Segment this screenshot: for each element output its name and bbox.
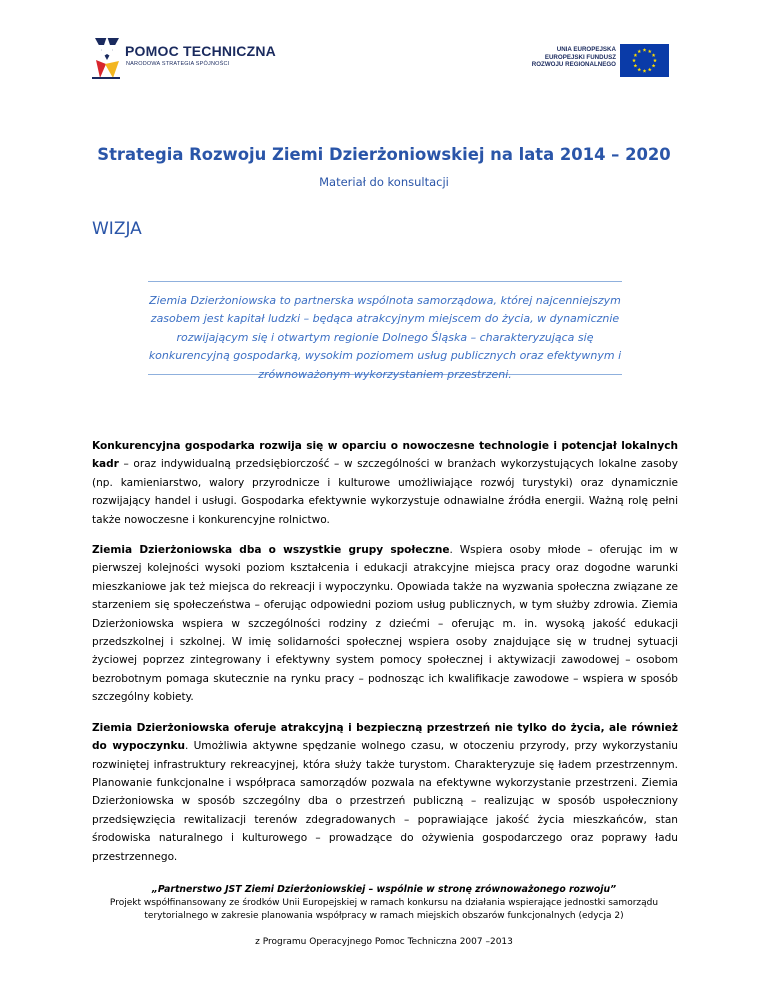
footer — [0, 884, 768, 949]
eu-star-icon — [648, 49, 652, 53]
eu-star-icon — [643, 48, 647, 52]
footer-tagline: „Partnerstwo JST Ziemi Dzierżoniowskiej – wspólnie w stronę zrównoważonego rozwoju” — [151, 884, 617, 895]
eu-star-icon — [634, 53, 638, 57]
vision-quote: Ziemia Dzierżoniowska to partnerska wspólnota samorządowa, której najcenniejszym zasobem jest kapitał ludzki – będąca atrakcyjnym miejscem do życia, w dynamicznie rozwijającym się i otwartym regionie Dolnego Śląska – charakteryzująca się konkurencyjną gospodarką, wysokim poziomem usług publicznych oraz efektywnym i zrównoważonym wykorzystaniem przestrzeni. — [148, 294, 622, 381]
footer-line1: Projekt współfinansowany ze środków Unii Europejskiej w ramach konkursu na działania wspierające jednostki samorządu — [109, 897, 659, 908]
eu-star-icon — [632, 59, 636, 63]
eu-flag-icon — [620, 44, 669, 77]
eu-star-icon — [648, 68, 652, 72]
footer-line2: terytorialnego w zakresie planowania współpracy w ramach miejskich obszarów funkcjonalnych (edycja 2) — [144, 910, 624, 921]
eu-star-icon — [652, 53, 656, 57]
eu-logo — [522, 44, 672, 84]
eu-star-icon — [653, 59, 657, 63]
eu-logo-line1: UNIA EUROPEJSKA — [556, 46, 616, 53]
paragraph-body: . Umożliwia aktywne spędzanie wolnego czasu, w otoczeniu przyrody, przy wykorzystaniu rozwiniętej infrastruktury rekreacyjnej, która służy także turystom. Charakteryzuje się ładem przestrzennym. Planowanie funkcjonalne i współpraca samorządów pozwala na efektywne wykorzystanie przestrzeni. Ziemia Dzierżoniowska w sposób szczególny dba o przestrzeń publiczną – realizując w sposób uspołeczniony przedsięwzięcia rewitalizacji terenów zdegradowanych – poprawiające jakość życia mieszkańców, stan środowiska naturalnego i kulturowego – prowadzące do ożywienia gospodarczego oraz poprawy ładu przestrzennego. — [92, 740, 678, 863]
paragraph-lead: Konkurencyjna gospodarka rozwija się w oparciu o nowoczesne technologie i potencjał lokalnych kadr — [92, 440, 678, 471]
paragraph-lead: Ziemia Dzierżoniowska oferuje atrakcyjną i bezpieczną przestrzeń nie tylko do życia, ale również do wypoczynku — [92, 721, 678, 753]
footer-line3: z Programu Operacyjnego Pomoc Techniczna 2007 –2013 — [255, 937, 513, 948]
paragraph-economy — [92, 437, 678, 529]
paragraph-lead: Ziemia Dzierżoniowska dba o wszystkie grupy społeczne — [92, 544, 450, 557]
pomoc-techniczna-logo — [92, 34, 312, 84]
paragraph-body: . Wspiera osoby młode – oferując im w pierwszej kolejności wysoki poziom kształcenia i edukacji atrakcyjne miejsca pracy oraz dogodne warunki mieszkaniowe jak też miejsca do rekreacji i wypoczynku. Opowiada także na wyzwania społeczna związane ze starzeniem się społeczeństwa – oferując odpowiedni poziom usług publicznych, w tym służby zdrowia. Ziemia Dzierżoniowska wspiera w szczególności rodziny z dziećmi – oferując m. in. wysoką jakość edukacji przedszkolnej i szkolnej. W imię solidarności społecznej wspiera osoby znajdujące się w trudnej sytuacji życiowej poprzez zintegrowany i efektywny system pomocy społecznej i aktywizacji zawodowej – osobom bezrobotnym pomaga skutecznie na rynku pracy – podnosząc ich kwalifikacje zawodowe – wspiera w sposób szczególny kobiety. — [92, 544, 678, 704]
eu-star-icon — [643, 69, 647, 73]
paragraph-space — [92, 719, 678, 866]
eu-star-icon — [637, 49, 641, 53]
body-text — [92, 437, 678, 878]
paragraph-society — [92, 541, 678, 707]
logo-subtitle: NARODOWA STRATEGIA SPÓJNOŚCI — [126, 61, 230, 67]
eu-star-icon — [634, 64, 638, 68]
eu-star-icon — [637, 68, 641, 72]
vision-box — [148, 281, 622, 381]
section-heading: WIZJA — [92, 219, 142, 239]
document-subtitle: Materiał do konsultacji — [319, 175, 449, 189]
star-emblem-icon — [92, 34, 124, 80]
paragraph-body: – oraz indywidualną przedsiębiorczość – w szczególności w branżach wykorzystujących lokalne zasoby (np. kamieniarstwo, walory przyrodnicze i kulturowe umożliwiające rozwój turystyki) oraz dynamicznie rozwijający handel i usługi. Gospodarka efektywnie wykorzystuje odnawialne źródła energii. Ważną rolę pełni także nowoczesne i konkurencyjne rolnictwo. — [92, 458, 678, 526]
logo-name: POMOC TECHNICZNA — [125, 43, 276, 59]
eu-logo-line3: ROZWOJU REGIONALNEGO — [531, 61, 616, 69]
eu-logo-line2: EUROPEJSKI FUNDUSZ — [544, 53, 616, 61]
eu-star-icon — [652, 64, 656, 68]
document-title: Strategia Rozwoju Ziemi Dzierżoniowskiej na lata 2014 – 2020 — [97, 145, 671, 164]
eu-logo-text — [522, 46, 616, 69]
